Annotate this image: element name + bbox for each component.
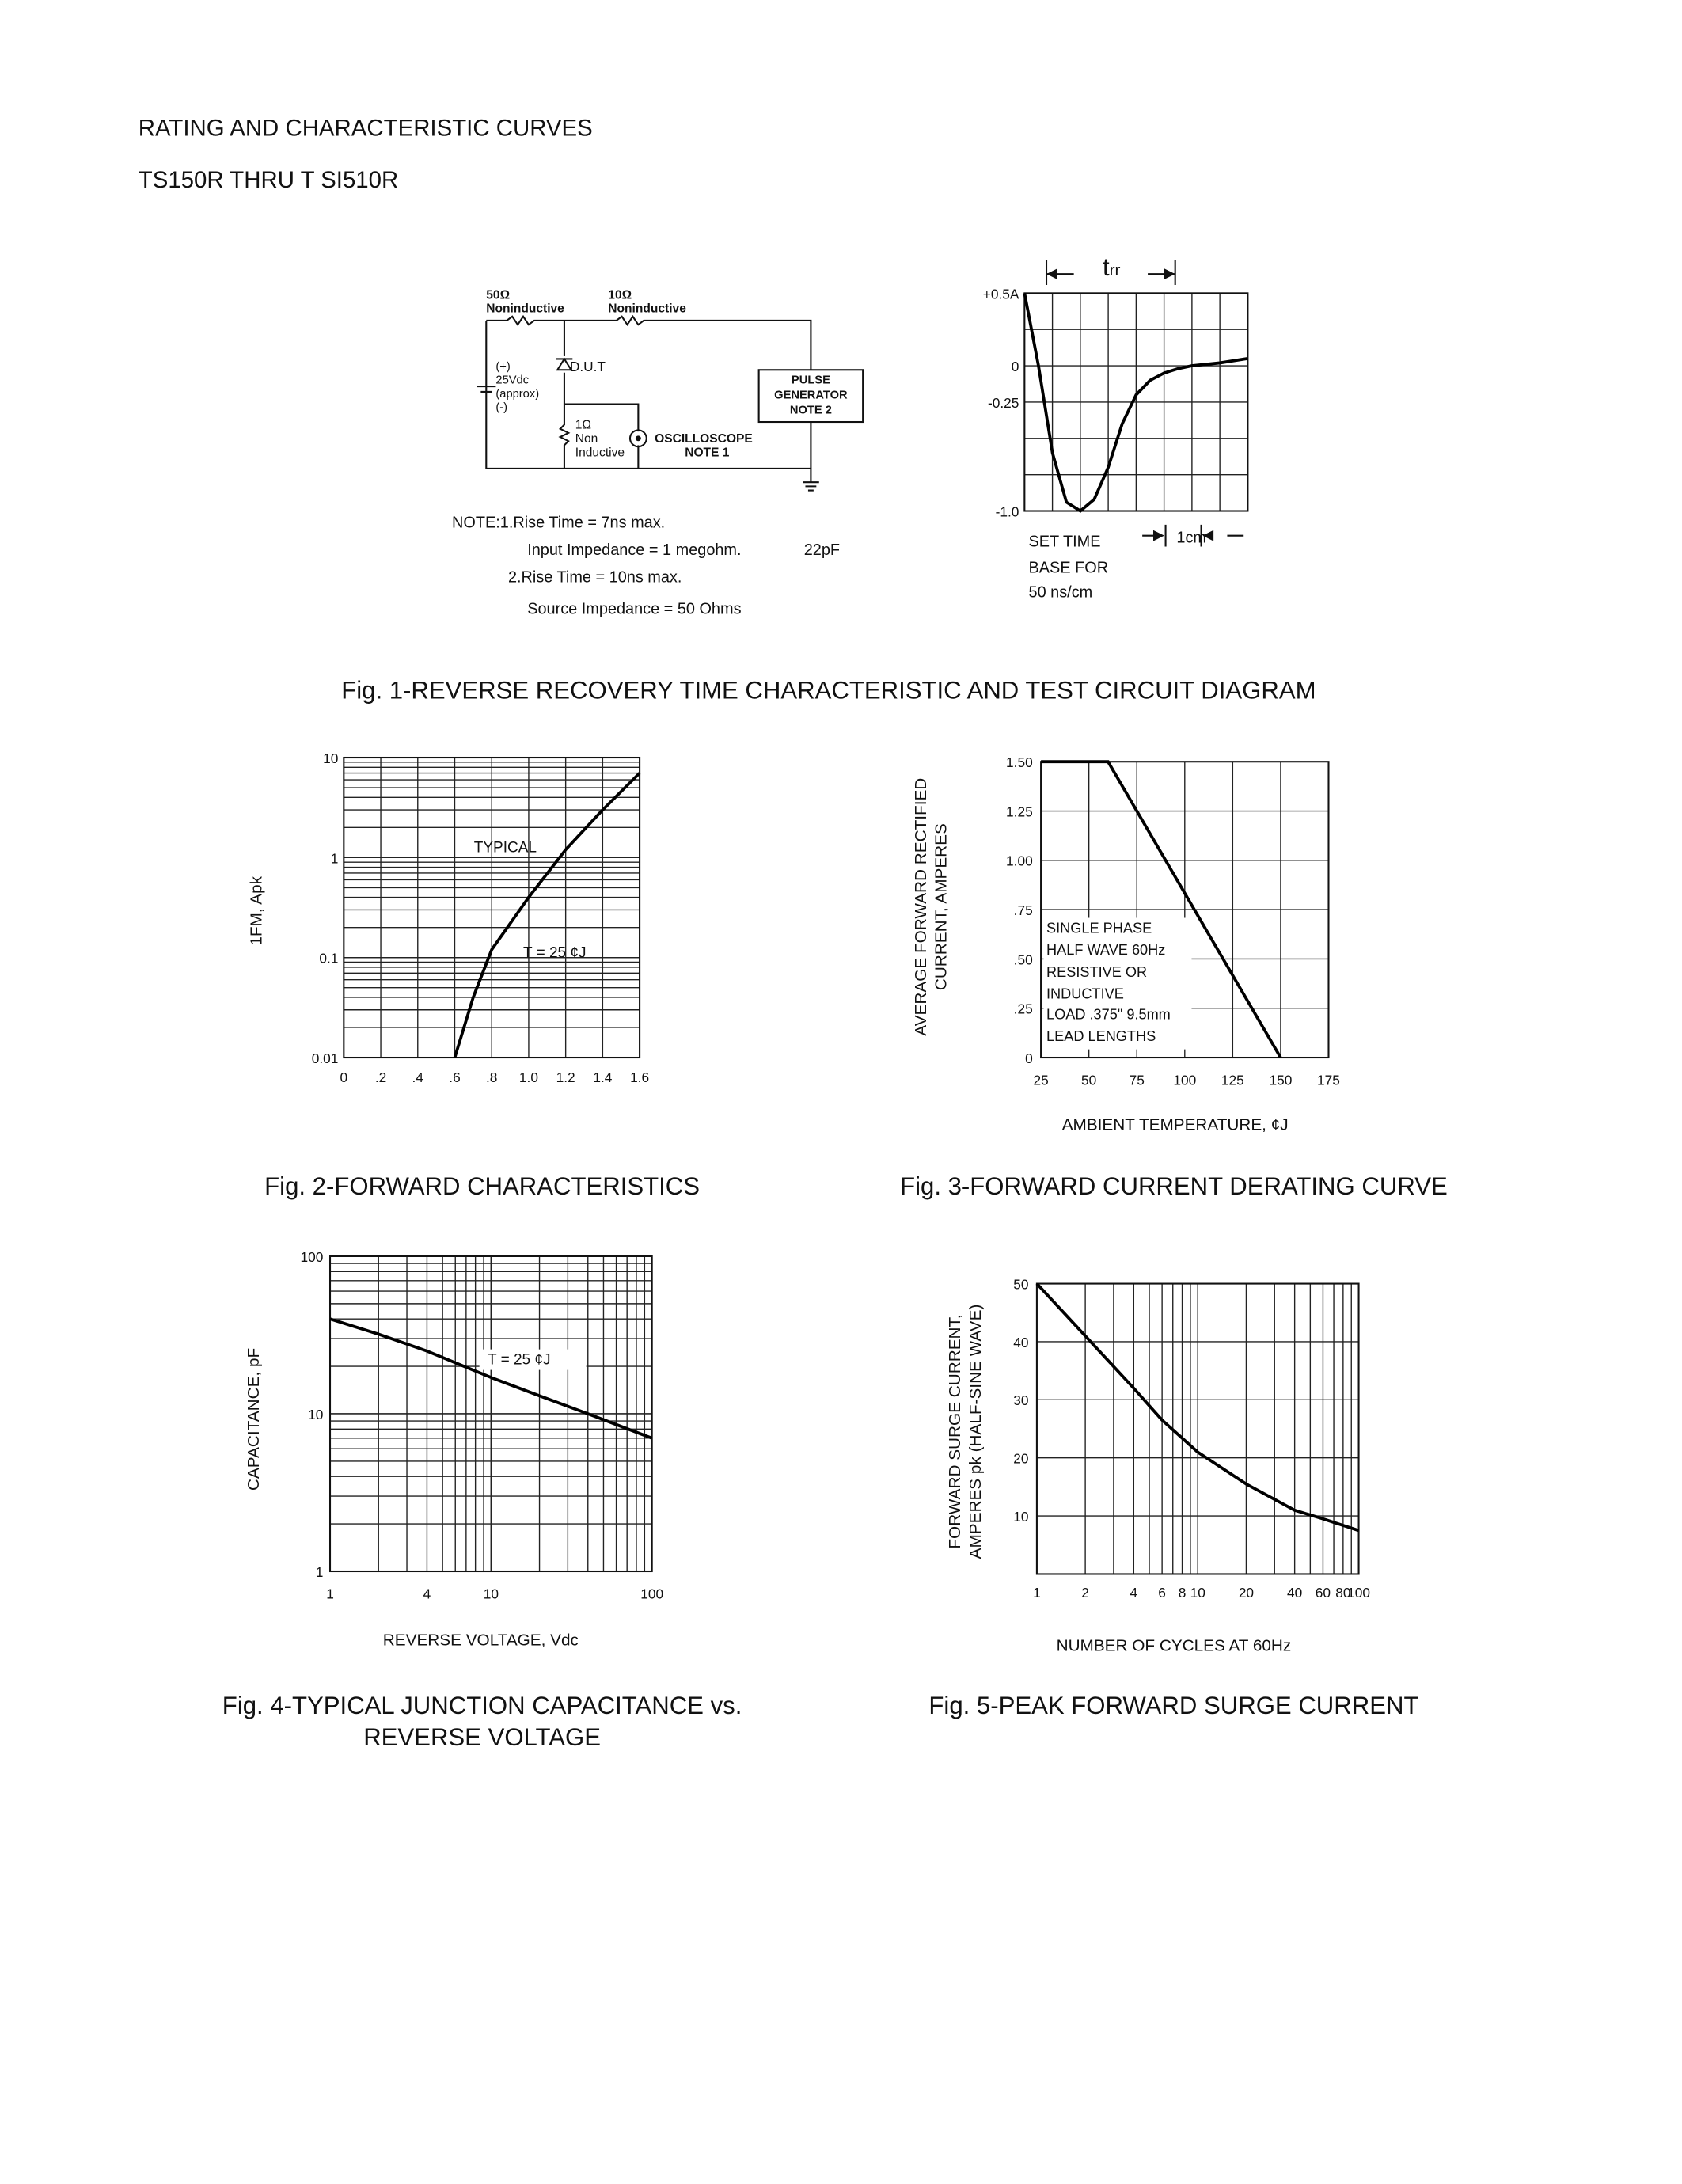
circuit-pulse-1: PULSE (791, 374, 830, 387)
fig4-caption-1: Fig. 4-TYPICAL JUNCTION CAPACITANCE vs. (222, 1691, 742, 1719)
fig5-x-tick: 60 (1315, 1584, 1331, 1601)
circuit-scope-2: NOTE 1 (685, 446, 730, 460)
fig1-y-tick: 0 (1011, 358, 1019, 374)
fig3-x-tick: 175 (1317, 1072, 1340, 1088)
fig5-x-tick: 1 (1033, 1584, 1041, 1601)
fig5-x-tick: 2 (1081, 1584, 1089, 1601)
fig1-caption: Fig. 1-REVERSE RECOVERY TIME CHARACTERISTIC AND TEST CIRCUIT DIAGRAM (341, 676, 1316, 705)
fig2-annot-typical: TYPICAL (473, 839, 537, 857)
fig4-x-tick: 1 (326, 1586, 334, 1602)
circuit-source-3: (approx) (495, 387, 540, 401)
fig3-legend-6: LEAD LENGTHS (1046, 1028, 1156, 1045)
fig4-xlabel: REVERSE VOLTAGE, Vdc (382, 1631, 579, 1650)
fig5-x-tick: 80 (1335, 1584, 1351, 1601)
circuit-r1-value: 50Ω (486, 288, 511, 302)
trr-label: trr (1102, 253, 1121, 281)
fig3-x-tick: 100 (1173, 1072, 1197, 1088)
fig4-y-tick: 100 (300, 1248, 324, 1265)
fig3-caption: Fig. 3-FORWARD CURRENT DERATING CURVE (900, 1172, 1448, 1201)
fig3-legend-5: LOAD .375" 9.5mm (1046, 1006, 1171, 1023)
fig3-legend-3: RESISTIVE OR (1046, 963, 1148, 980)
fig5-caption: Fig. 5-PEAK FORWARD SURGE CURRENT (928, 1691, 1419, 1719)
fig2-x-tick: 0 (340, 1069, 348, 1086)
fig4-x-tick: 100 (640, 1586, 664, 1602)
fig3-x-tick: 25 (1033, 1072, 1049, 1088)
fig2-y-tick: 10 (323, 750, 339, 766)
fig1-y-tick: -1.0 (995, 503, 1019, 520)
header-part-range: TS150R THRU T SI510R (138, 167, 399, 194)
fig2-caption: Fig. 2-FORWARD CHARACTERISTICS (264, 1172, 701, 1201)
fig5-y-tick: 40 (1013, 1334, 1029, 1350)
ns-per-cm-label: 50 ns/cm (1028, 583, 1093, 602)
header-title: RATING AND CHARACTERISTIC CURVES (138, 115, 593, 142)
fig3-legend-2: HALF WAVE 60Hz (1046, 942, 1166, 959)
base-for-label: BASE FOR (1028, 559, 1109, 577)
fig3-x-tick: 75 (1129, 1072, 1145, 1088)
note-3: 2.Rise Time = 10ns max. (507, 568, 682, 587)
circuit-source-2: 25Vdc (495, 374, 530, 387)
fig4-y-tick: 1 (315, 1563, 324, 1580)
fig1-y-tick: +0.5A (982, 286, 1019, 302)
fig5-surge-chart (1013, 1276, 1370, 1600)
fig2-ylabel: 1FM, Apk (247, 876, 266, 946)
fig3-y-tick: 0 (1025, 1050, 1033, 1066)
note-2b: 22pF (803, 541, 841, 559)
fig5-ylabel-1: FORWARD SURGE CURRENT, (946, 1314, 965, 1549)
fig5-x-tick: 20 (1238, 1584, 1255, 1601)
note-1: NOTE:1.Rise Time = 7ns max. (452, 514, 666, 532)
fig3-ylabel-1: AVERAGE FORWARD RECTIFIED (911, 777, 930, 1036)
fig3-x-tick: 50 (1081, 1072, 1097, 1088)
circuit-source-1: (+) (495, 360, 511, 374)
fig1-waveform-chart (983, 253, 1248, 602)
fig5-x-tick: 6 (1158, 1584, 1166, 1601)
fig2-forward-characteristics-chart (312, 750, 649, 1085)
circuit-scope-1: OSCILLOSCOPE (655, 431, 753, 446)
fig3-x-tick: 125 (1221, 1072, 1244, 1088)
fig4-capacitance-chart (301, 1249, 664, 1602)
fig2-x-tick: .8 (485, 1069, 498, 1086)
fig2-y-tick: 0.1 (319, 950, 339, 967)
fig5-x-tick: 100 (1347, 1584, 1370, 1601)
circuit-r3-2: Non (575, 431, 598, 446)
note-4: Source Impedance = 50 Ohms (527, 600, 742, 618)
circuit-pulse-2: GENERATOR (774, 389, 848, 402)
fig5-y-tick: 50 (1013, 1276, 1029, 1293)
fig3-legend-4: INDUCTIVE (1046, 986, 1124, 1002)
circuit-dut-label: D.U.T (569, 358, 606, 374)
fig5-x-tick: 10 (1190, 1584, 1205, 1601)
fig5-xlabel: NUMBER OF CYCLES AT 60Hz (1056, 1636, 1292, 1655)
fig5-x-tick: 40 (1287, 1584, 1303, 1601)
circuit-r2-type: Noninductive (608, 302, 686, 316)
fig2-x-tick: .4 (412, 1069, 423, 1086)
fig4-y-tick: 10 (308, 1406, 324, 1422)
fig5-ylabel-2: AMPERES pk (HALF-SINE WAVE) (966, 1304, 985, 1559)
fig4-x-tick: 4 (423, 1586, 431, 1602)
fig3-legend-1: SINGLE PHASE (1046, 920, 1152, 936)
circuit-r1-type: Noninductive (486, 302, 564, 316)
fig2-x-tick: 1.0 (518, 1069, 538, 1086)
circuit-r2-value: 10Ω (608, 288, 632, 302)
fig3-x-tick: 150 (1269, 1072, 1293, 1088)
circuit-source-4: (-) (495, 401, 508, 415)
fig5-y-tick: 20 (1013, 1450, 1029, 1467)
fig5-y-tick: 10 (1013, 1509, 1029, 1525)
fig4-x-tick: 10 (483, 1586, 499, 1602)
circuit-r3-3: Inductive (575, 446, 625, 460)
fig4-ylabel: CAPACITANCE, pF (245, 1347, 264, 1491)
circuit-pulse-3: NOTE 2 (789, 404, 832, 417)
circuit-r3-1: 1Ω (575, 418, 592, 432)
note-2: Input Impedance = 1 megohm. (527, 541, 742, 559)
fig2-x-tick: 1.4 (593, 1069, 613, 1086)
fig2-x-tick: 1.2 (556, 1069, 575, 1086)
fig3-y-tick: .50 (1013, 951, 1033, 968)
fig2-forward-series (454, 773, 640, 1058)
one-cm-label: 1cm (1176, 529, 1206, 547)
fig3-xlabel: AMBIENT TEMPERATURE, ¢J (1061, 1115, 1289, 1134)
fig4-caption-2: REVERSE VOLTAGE (363, 1723, 601, 1751)
fig3-y-tick: 1.50 (1006, 754, 1033, 771)
fig1-test-circuit (452, 288, 863, 617)
fig2-x-tick: .6 (449, 1069, 461, 1086)
set-time-label: SET TIME (1028, 533, 1101, 551)
fig5-y-tick: 30 (1013, 1392, 1029, 1409)
fig5-x-tick: 8 (1178, 1584, 1187, 1601)
fig3-ylabel-2: CURRENT, AMPERES (932, 823, 951, 991)
fig1-y-tick: -0.25 (987, 394, 1019, 411)
fig3-y-tick: .25 (1013, 1001, 1033, 1017)
fig2-annot-temp: T = 25 ¢J (523, 944, 587, 962)
fig2-x-tick: 1.6 (630, 1069, 650, 1086)
fig5-x-tick: 4 (1130, 1584, 1138, 1601)
fig4-annot-temp: T = 25 ¢J (488, 1351, 551, 1369)
fig3-y-tick: .75 (1013, 902, 1033, 919)
fig3-y-tick: 1.00 (1006, 853, 1033, 869)
fig2-y-tick: 1 (330, 850, 339, 867)
fig3-y-tick: 1.25 (1006, 803, 1033, 820)
fig2-y-tick: 0.01 (311, 1050, 339, 1066)
fig2-x-tick: .2 (374, 1069, 387, 1086)
